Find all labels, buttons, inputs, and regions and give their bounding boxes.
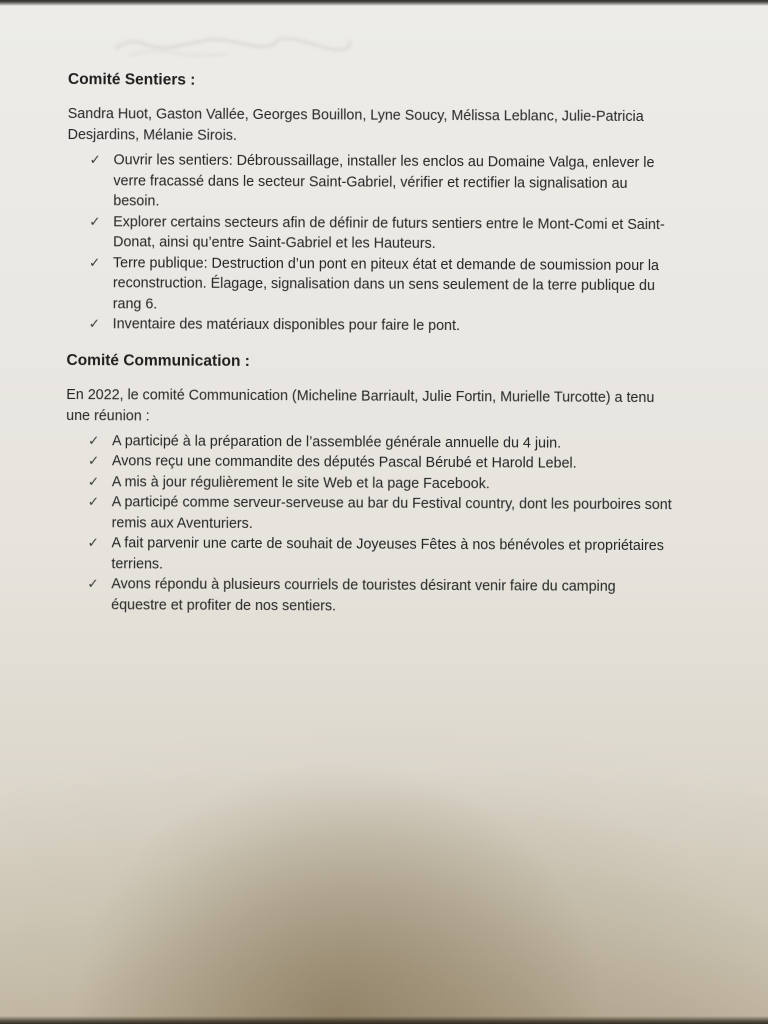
list-item-text: Avons reçu une commandite des députés Pascal Bérubé et Harold Lebel. — [111, 453, 577, 472]
communication-intro-paragraph: En 2022, le comité Communication (Micheline Barriault, Julie Fortin, Murielle Turcotte) a tenu une réunion : — [66, 386, 655, 424]
list-item-text: Terre publique: Destruction d’un pont en piteux état et demande de soumission pour la reconstruction. Élagage, signalisation dans un sens seulement de la terre publique du rang 6. — [112, 254, 660, 312]
list-item-text: Inventaire des matériaux disponibles pour faire le pont. — [112, 316, 461, 335]
checkmark-icon: ✓ — [87, 535, 99, 551]
checkmark-icon: ✓ — [87, 576, 99, 592]
faint-bleedthrough-mark — [110, 26, 390, 62]
list-item-text: A mis à jour régulièrement le site Web et la page Facebook. — [111, 473, 490, 492]
list-item — [89, 314, 715, 338]
checkmark-icon: ✓ — [88, 432, 100, 448]
list-item — [89, 150, 715, 215]
section-heading-comite-sentiers: Comité Sentiers : — [67, 70, 196, 89]
list-item — [88, 492, 714, 536]
checkmark-icon: ✓ — [88, 316, 101, 332]
list-item-text: A fait parvenir une carte de souhait de Joyeuses Fêtes à nos bénévoles et propriétaires terriens. — [111, 535, 664, 573]
list-item-text: Ouvrir les sentiers: Débroussaillage, installer les enclos au Domaine Valga, enlever le verre fracassé dans le secteur Saint-Gabriel, vérifier et rectifier la signalisation au besoin. — [113, 152, 655, 210]
section-heading-comite-communication: Comité Communication : — [66, 351, 250, 370]
list-item — [89, 212, 715, 256]
list-item-text: A participé à la préparation de l’assemblée générale annuelle du 4 juin. — [112, 432, 562, 452]
list-item — [89, 253, 715, 318]
list-item-text: A participé comme serveur-serveuse au bar du Festival country, dont les pourboires sont remis aux Aventuriers. — [111, 494, 672, 532]
list-item — [87, 533, 713, 577]
list-item-text: Explorer certains secteurs afin de définir de futurs sentiers entre le Mont-Comi et Saint- Donat, ainsi qu’entre Saint-Gabriel et les Hauteurs. — [113, 213, 665, 252]
checkmark-icon: ✓ — [87, 494, 100, 510]
list-item — [87, 574, 713, 618]
checkmark-icon: ✓ — [88, 254, 101, 270]
list-item-text: Avons répondu à plusieurs courriels de touristes désirant venir faire du camping équestre et profiter de nos sentiers. — [111, 576, 616, 614]
committee-members-paragraph: Sandra Huot, Gaston Vallée, Georges Bouillon, Lyne Soucy, Mélissa Leblanc, Julie-Patricia Desjardins, Mélanie Sirois. — [67, 105, 644, 144]
checkmark-icon: ✓ — [87, 453, 100, 469]
checkmark-icon: ✓ — [87, 473, 100, 489]
checkmark-icon: ✓ — [89, 152, 101, 168]
communication-task-list — [65, 430, 714, 618]
checkmark-icon: ✓ — [89, 213, 101, 229]
sentiers-task-list — [67, 150, 716, 338]
document-text-block — [65, 70, 716, 618]
